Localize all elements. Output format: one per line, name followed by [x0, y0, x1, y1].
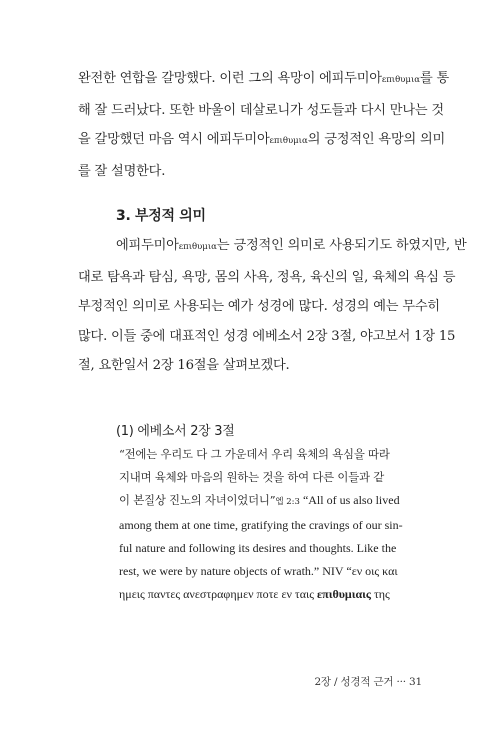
running-footer: 2장 / 성경적 근거 ··· 31 [314, 676, 422, 688]
subsection-heading: (1) 에베소서 2장 3절 [116, 424, 235, 439]
emphasized-term: επιθυμιαις [317, 587, 371, 601]
text-segment: ημεις παντες ανεστραφημεν ποτε εν ταις [119, 587, 318, 601]
text-line: 를 잘 설명한다. [78, 163, 166, 179]
section-heading: 3. 부정적 의미 [116, 208, 206, 224]
negative-meaning-paragraph [78, 231, 467, 381]
quote-line: ful nature and following its desires and thoughts. Like the [119, 541, 397, 555]
text-line: 절, 요한일서 2장 16절을 살펴보겠다. [78, 358, 290, 373]
quote-line [119, 583, 419, 606]
text-line: 많다. 이들 중에 대표적인 성경 에베소서 2장 3절, 야고보서 1장 15 [78, 328, 456, 344]
text-segment: 완전한 연합을 갈망했다. 이런 그의 욕망이 에피두미아 [78, 71, 382, 86]
verse-reference: 엡 2:3 [275, 497, 300, 507]
greek-term: επιθυμια [178, 242, 217, 252]
text-segment: 의 긍정적인 욕망의 의미 [307, 132, 446, 147]
quote-line: rest, we were by nature objects of wrath.” NIV “εν οις και [119, 564, 398, 578]
text-segment: “All of us also lived [299, 493, 400, 507]
text-segment: 이 본질상 진노의 자녀이었더니” [119, 493, 276, 507]
quote-line [119, 489, 419, 514]
text-line: 부정적인 의미로 사용되는 예가 성경에 많다. 성경의 예는 무수히 [78, 299, 440, 314]
intro-paragraph [78, 64, 450, 186]
text-line [78, 64, 450, 96]
text-segment: 를 통 [420, 71, 450, 86]
text-segment: της [370, 587, 390, 601]
text-segment: 을 갈망했던 마음 역시 에피두미아 [78, 132, 270, 147]
greek-term: επιθυμια [381, 75, 421, 85]
greek-term: επιθυμια [269, 136, 308, 146]
text-line: 해 잘 드러났다. 또한 바울이 데살로니가 성도들과 다시 만나는 것 [78, 102, 444, 118]
quote-line: “전에는 우리도 다 그 가운데서 우리 육체의 욕심을 따라 [119, 447, 390, 461]
text-line: 대로 탐욕과 탐심, 욕망, 몸의 사욕, 정욕, 육신의 일, 육체의 욕심 등 [78, 269, 456, 285]
text-segment: 는 긍정적인 의미로 사용되기도 하였지만, 반 [216, 238, 467, 253]
scripture-quote [119, 443, 419, 606]
text-line [78, 231, 467, 263]
quote-line: 지내며 육체와 마음의 원하는 것을 하여 다른 이들과 같 [119, 470, 385, 484]
quote-line: among them at one time, gratifying the cravings of our sin- [119, 518, 403, 532]
text-segment: 에피두미아 [116, 238, 179, 253]
text-line [78, 125, 446, 157]
